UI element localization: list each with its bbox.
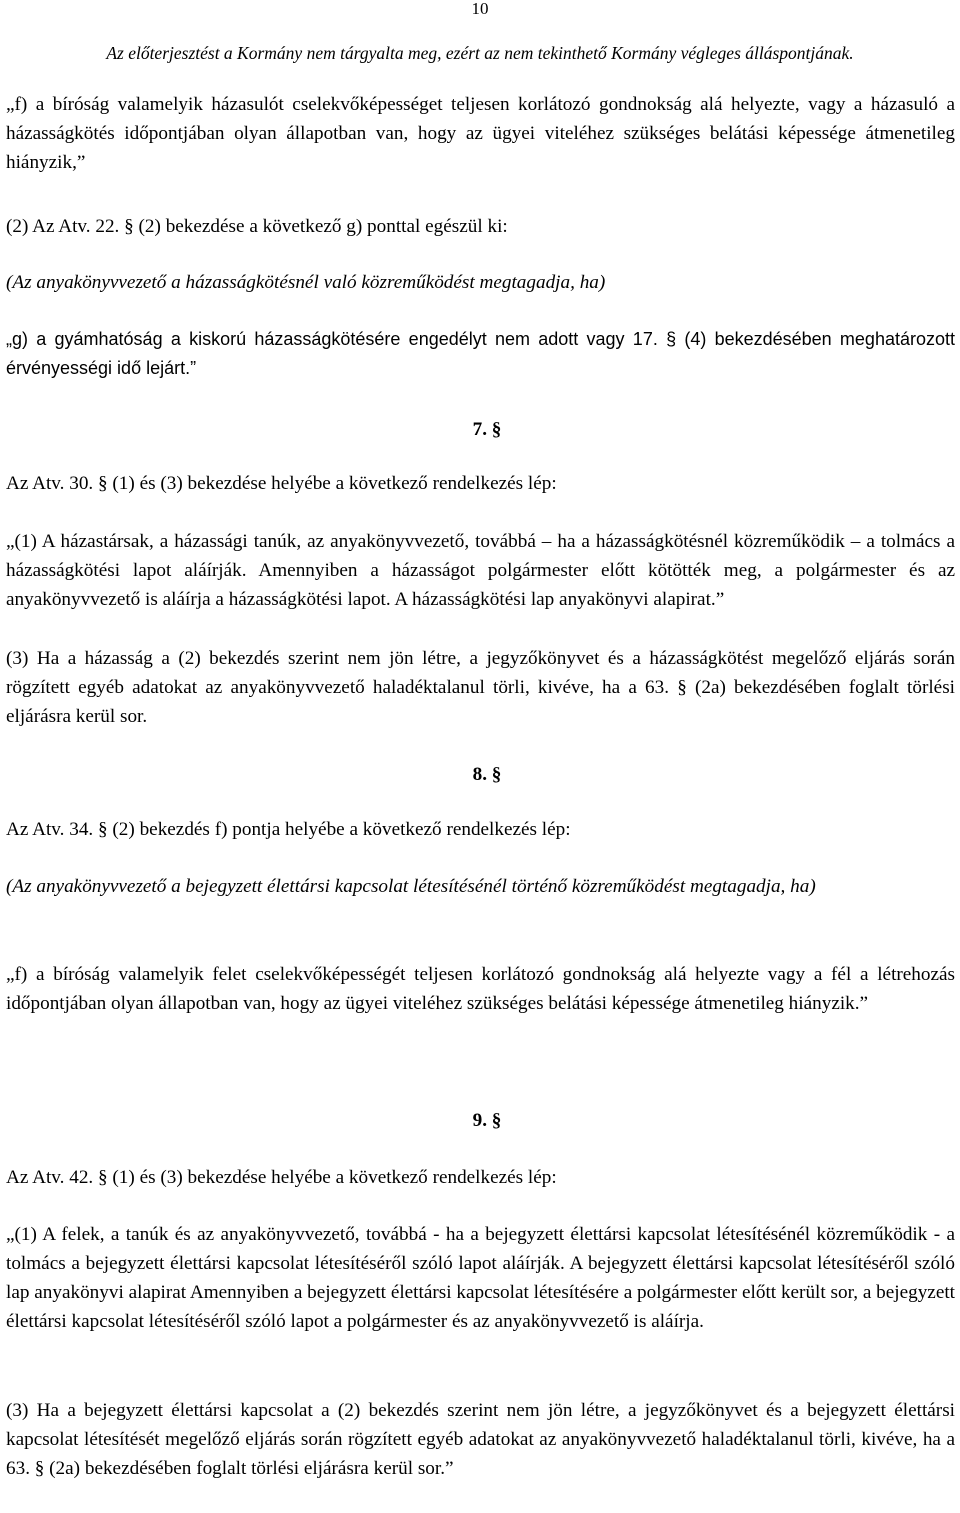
atv30-paragraph: Az Atv. 30. § (1) és (3) bekezdése helyébe a következő rendelkezés lép: <box>6 473 557 494</box>
section-7-heading: 7. § <box>472 419 502 440</box>
section-9-heading: 9. § <box>472 1110 502 1131</box>
g-paragraph: „g) a gyámhatóság a kiskorú házasságkötésére engedélyt nem adott vagy 17. § (4) bekezdésében meghatározott érvényességi idő lejárt.” <box>6 329 955 378</box>
atv42-p3: (3) Ha a bejegyzett élettársi kapcsolat a (2) bekezdés szerint nem jön létre, a jegyzőkönyvet és a bejegyzett élettársi kapcsolat létesítését megelőző eljárás során rögzített egyéb adatokat az anyakönyvvezető haladéktalanul törli, kivéve, ha a 63. § (2a) bekezdésében foglalt törlési eljárásra kerül sor.” <box>6 1400 955 1479</box>
atv22-italic: (Az anyakönyvvezető a házasságkötésnél való közreműködést megtagadja, ha) <box>6 272 606 293</box>
atv42-paragraph: Az Atv. 42. § (1) és (3) bekezdése helyébe a következő rendelkezés lép: <box>6 1167 557 1188</box>
section-8-heading: 8. § <box>472 764 502 785</box>
atv30-p1: „(1) A házastársak, a házassági tanúk, az anyakönyvvezető, továbbá – ha a házasságkötésnél közreműködik – a tolmács a házasságkötési lapot aláírják. Amennyiben a házasságot polgármester előtt kötötték meg, a polgármester és az anyakönyvvezető is aláírja a házasságkötési lapot. A házasságkötési lap anyakönyvi alapirat.” <box>6 531 955 610</box>
f2-paragraph: „f) a bíróság valamelyik felet cselekvőképességét teljesen korlátozó gondnokság alá helyezte vagy a fél a létrehozás időpontjában olyan állapotban van, hogy az ügyei viteléhez szükséges belátási képessége átmenetileg hiányzik.” <box>6 964 955 1014</box>
disclaimer: Az előterjesztést a Kormány nem tárgyalta meg, ezért az nem tekinthető Kormány végleges álláspontjának. <box>106 43 854 63</box>
f-paragraph: „f) a bíróság valamelyik házasulót cselekvőképességet teljesen korlátozó gondnokság alá helyezte, vagy a házasuló a házasságkötés időpontjában olyan állapotban van, hogy az ügyei viteléhez szükséges belátási képessége átmenetileg hiányzik,” <box>6 94 955 173</box>
atv30-p3: (3) Ha a házasság a (2) bekezdés szerint nem jön létre, a jegyzőkönyvet és a házasságkötést megelőző eljárás során rögzített egyéb adatokat az anyakönyvvezető haladéktalanul törli, kivéve, ha a 63. § (2a) bekezdésében foglalt törlési eljárásra kerül sor. <box>6 648 955 727</box>
atv34-italic: (Az anyakönyvvezető a bejegyzett élettársi kapcsolat létesítésénél történő közreműködést megtagadja, ha) <box>6 876 816 897</box>
page-number: 10 <box>471 0 489 18</box>
atv22-paragraph: (2) Az Atv. 22. § (2) bekezdése a következő g) ponttal egészül ki: <box>6 216 508 237</box>
atv42-p1: „(1) A felek, a tanúk és az anyakönyvvezető, továbbá - ha a bejegyzett élettársi kapcsolat létesítésénél közreműködik - a tolmács a bejegyzett élettársi kapcsolat létesítéséről szóló lapot aláírják. A bejegyzett élettársi kapcsolat létesítéséről szóló lap anyakönyvi alapirat Amennyiben a bejegyzett élettársi kapcsolat létesítésére a polgármester előtt került sor, a bejegyzett élettársi kapcsolat létesítéséről szóló lapot a polgármester és az anyakönyvvezető is aláírja. <box>6 1224 955 1332</box>
atv34-paragraph: Az Atv. 34. § (2) bekezdés f) pontja helyébe a következő rendelkezés lép: <box>6 819 571 840</box>
